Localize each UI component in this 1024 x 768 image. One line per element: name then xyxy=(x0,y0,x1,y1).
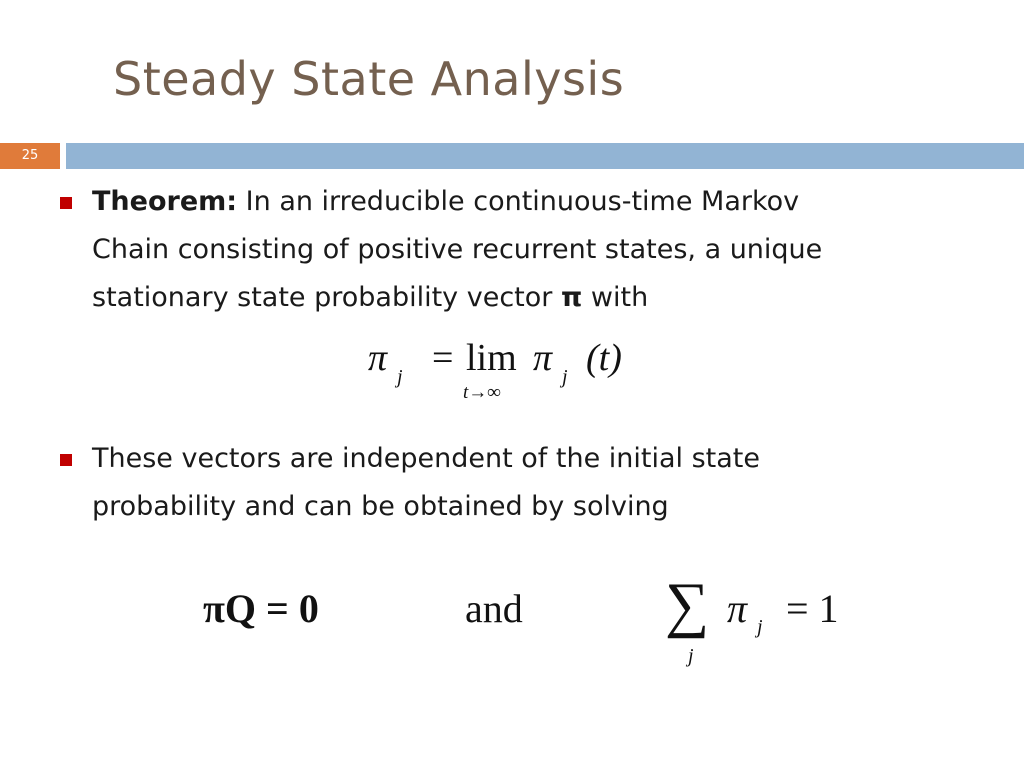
limit-op: lim xyxy=(466,337,517,379)
theorem-colon: : xyxy=(226,186,238,217)
theorem-line3b: with xyxy=(582,282,649,313)
limit-rhs: π xyxy=(533,337,553,379)
bullet-square-icon xyxy=(60,197,72,209)
bullet-solving xyxy=(60,435,960,531)
sum-rhs: = 1 xyxy=(786,586,839,631)
limit-lhs: π xyxy=(368,337,388,379)
theorem-line1: In an irreducible continuous-time Markov xyxy=(237,186,800,217)
bullet-square-icon xyxy=(60,454,72,466)
sum-symbol: ∑ xyxy=(665,571,710,639)
limit-rhs-sub: j xyxy=(562,366,568,388)
balance-equation: πQ = 0 xyxy=(203,586,319,631)
theorem-line3a: stationary state probability vector xyxy=(92,282,561,313)
slide-number: 25 xyxy=(0,143,60,169)
sum-term: π xyxy=(727,586,748,631)
title-accent-bar xyxy=(66,143,1024,169)
bullet-theorem-text xyxy=(92,178,960,322)
limit-equals: = xyxy=(432,337,454,379)
solving-line2: probability and can be obtained by solving xyxy=(92,491,669,522)
limit-lhs-sub: j xyxy=(397,366,403,388)
bullet-solving-text xyxy=(92,435,960,531)
equation-connector: and xyxy=(465,586,523,631)
sum-term-sub: j xyxy=(757,616,763,638)
limit-op-sub: t→∞ xyxy=(463,382,501,403)
slide-title: Steady State Analysis xyxy=(113,52,625,106)
solving-line1: These vectors are independent of the initial state xyxy=(92,443,760,474)
bullet-theorem xyxy=(60,178,960,322)
theorem-line2: Chain consisting of positive recurrent states, a unique xyxy=(92,234,823,265)
sum-sub: j xyxy=(688,645,694,667)
theorem-pi: π xyxy=(560,282,583,313)
limit-arg: (t) xyxy=(586,337,622,379)
theorem-label: Theorem xyxy=(92,186,227,217)
